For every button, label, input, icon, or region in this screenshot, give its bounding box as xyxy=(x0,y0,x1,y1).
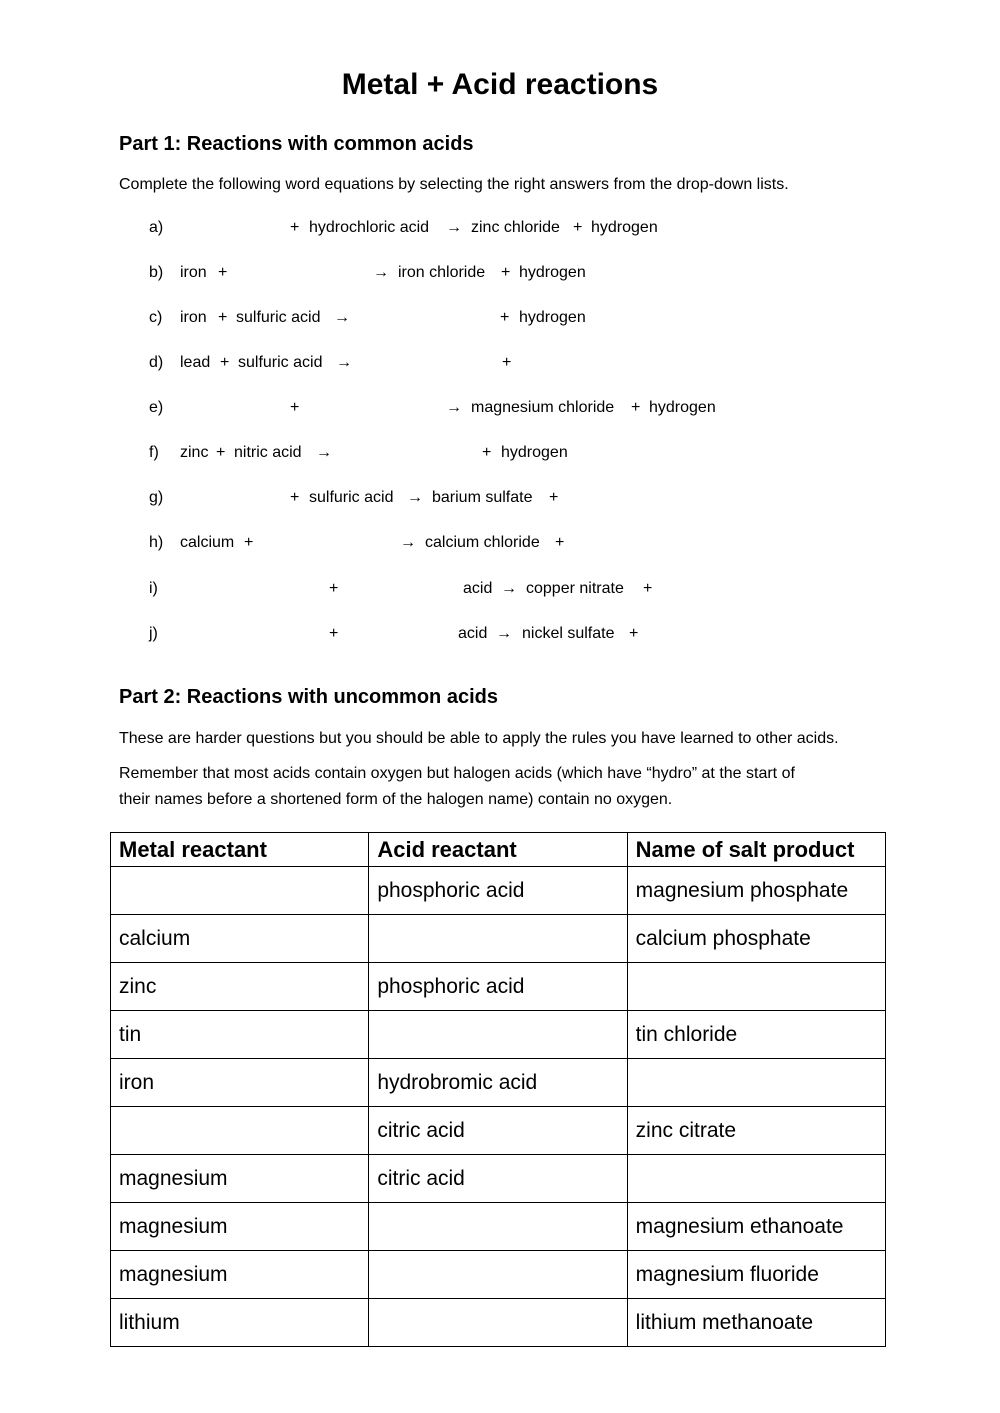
header-salt-product: Name of salt product xyxy=(627,833,885,867)
arrow-icon: → xyxy=(316,444,332,461)
salt-cell[interactable] xyxy=(627,963,885,1011)
plus-sign: + xyxy=(631,399,641,416)
part2-heading: Part 2: Reactions with uncommon acids xyxy=(119,686,498,708)
equation-h xyxy=(0,531,1000,555)
acid-cell[interactable] xyxy=(369,1203,627,1251)
equation-term: hydrogen xyxy=(519,309,586,326)
answer-dropdown[interactable] xyxy=(310,396,440,416)
equation-term: zinc xyxy=(180,444,209,461)
equation-label: c) xyxy=(149,309,163,326)
equation-term: hydrogen xyxy=(591,219,658,236)
metal-cell: tin xyxy=(111,1011,369,1059)
metal-cell: zinc xyxy=(111,963,369,1011)
table-row xyxy=(111,1251,886,1299)
answer-dropdown[interactable] xyxy=(570,486,700,506)
plus-sign: + xyxy=(290,219,300,236)
equation-term: sulfuric acid xyxy=(309,489,394,506)
table-row xyxy=(111,1299,886,1347)
salt-cell: tin chloride xyxy=(627,1011,885,1059)
equation-label: g) xyxy=(149,489,164,506)
plus-sign: + xyxy=(502,354,512,371)
plus-sign: + xyxy=(555,534,565,551)
arrow-icon: → xyxy=(496,625,512,642)
acid-cell[interactable] xyxy=(369,1251,627,1299)
plus-sign: + xyxy=(290,399,300,416)
arrow-icon: → xyxy=(446,399,462,416)
salt-cell: magnesium fluoride xyxy=(627,1251,885,1299)
equation-i xyxy=(0,577,1000,601)
plus-sign: + xyxy=(573,219,583,236)
equation-term: hydrochloric acid xyxy=(309,219,430,236)
equation-a xyxy=(0,216,1000,240)
plus-sign: + xyxy=(216,444,226,461)
acid-cell: phosphoric acid xyxy=(369,867,627,915)
table-row xyxy=(111,1011,886,1059)
arrow-icon: → xyxy=(334,309,350,326)
equation-term: acid xyxy=(458,625,488,642)
header-metal-reactant: Metal reactant xyxy=(111,833,369,867)
answer-dropdown[interactable] xyxy=(176,577,316,597)
equation-term: barium sulfate xyxy=(432,489,533,506)
equation-term: zinc chloride xyxy=(471,219,560,236)
plus-sign: + xyxy=(482,444,492,461)
equation-label: a) xyxy=(149,219,164,236)
table-row xyxy=(111,867,886,915)
table-row xyxy=(111,1155,886,1203)
plus-sign: + xyxy=(218,264,228,281)
page-title: Metal + Acid reactions xyxy=(341,68,659,101)
equation-term: lead xyxy=(180,354,211,371)
equation-term: hydrogen xyxy=(501,444,568,461)
equation-label: h) xyxy=(149,534,164,551)
acid-cell[interactable] xyxy=(369,1299,627,1347)
plus-sign: + xyxy=(218,309,228,326)
equation-term: nickel sulfate xyxy=(522,625,615,642)
answer-dropdown[interactable] xyxy=(522,351,652,371)
arrow-icon: → xyxy=(446,219,462,236)
salt-cell[interactable] xyxy=(627,1155,885,1203)
equation-term: hydrogen xyxy=(519,264,586,281)
answer-dropdown[interactable] xyxy=(176,216,286,236)
plus-sign: + xyxy=(220,354,230,371)
answer-dropdown[interactable] xyxy=(176,622,316,642)
metal-cell: calcium xyxy=(111,915,369,963)
answer-dropdown[interactable] xyxy=(350,577,455,597)
acid-cell: hydrobromic acid xyxy=(369,1059,627,1107)
salt-cell[interactable] xyxy=(627,1059,885,1107)
equation-label: j) xyxy=(149,625,158,642)
acid-cell: citric acid xyxy=(369,1155,627,1203)
answer-dropdown[interactable] xyxy=(176,486,286,506)
salt-cell: calcium phosphate xyxy=(627,915,885,963)
answer-dropdown[interactable] xyxy=(350,622,450,642)
acid-cell[interactable] xyxy=(369,1011,627,1059)
equation-label: e) xyxy=(149,399,164,416)
equation-label: f) xyxy=(149,444,159,461)
equation-d xyxy=(0,351,1000,375)
equation-term: sulfuric acid xyxy=(236,309,321,326)
metal-cell: lithium xyxy=(111,1299,369,1347)
salt-table xyxy=(110,832,886,1347)
plus-sign: + xyxy=(629,625,639,642)
equation-b xyxy=(0,261,1000,285)
equation-term: nitric acid xyxy=(234,444,302,461)
part2-intro: These are harder questions but you should be able to apply the rules you have learned to other acids. xyxy=(119,730,839,747)
answer-dropdown[interactable] xyxy=(576,531,706,551)
arrow-icon: → xyxy=(407,489,423,506)
equation-term: iron chloride xyxy=(398,264,486,281)
equation-term: iron xyxy=(180,309,207,326)
equation-c xyxy=(0,306,1000,330)
part1-instruction: Complete the following word equations by selecting the right answers from the drop-down lists. xyxy=(119,176,789,193)
plus-sign: + xyxy=(549,489,559,506)
table-row xyxy=(111,1107,886,1155)
acid-cell[interactable] xyxy=(369,915,627,963)
answer-dropdown[interactable] xyxy=(650,622,780,642)
equation-label: d) xyxy=(149,354,164,371)
arrow-icon: → xyxy=(400,534,416,551)
plus-sign: + xyxy=(244,534,254,551)
salt-cell: magnesium ethanoate xyxy=(627,1203,885,1251)
metal-cell: magnesium xyxy=(111,1155,369,1203)
equation-term: iron xyxy=(180,264,207,281)
table-row xyxy=(111,963,886,1011)
arrow-icon: → xyxy=(336,354,352,371)
salt-cell: lithium methanoate xyxy=(627,1299,885,1347)
table-header-row xyxy=(111,833,886,867)
equation-term: calcium xyxy=(180,534,235,551)
equation-e xyxy=(0,396,1000,420)
metal-cell: magnesium xyxy=(111,1251,369,1299)
salt-cell: magnesium phosphate xyxy=(627,867,885,915)
metal-cell[interactable] xyxy=(111,1107,369,1155)
equation-term: sulfuric acid xyxy=(238,354,323,371)
table-row xyxy=(111,1059,886,1107)
equation-term: hydrogen xyxy=(649,399,716,416)
metal-cell: magnesium xyxy=(111,1203,369,1251)
metal-cell: iron xyxy=(111,1059,369,1107)
equation-label: i) xyxy=(149,580,158,597)
plus-sign: + xyxy=(643,580,653,597)
equation-g xyxy=(0,486,1000,510)
equation-label: b) xyxy=(149,264,164,281)
plus-sign: + xyxy=(501,264,511,281)
part2-note-line2: their names before a shortened form of the halogen name) contain no oxygen. xyxy=(119,791,673,808)
equation-term: magnesium chloride xyxy=(471,399,615,416)
plus-sign: + xyxy=(329,625,339,642)
plus-sign: + xyxy=(290,489,300,506)
part1-heading: Part 1: Reactions with common acids xyxy=(119,133,474,155)
equation-j xyxy=(0,622,1000,646)
table-row xyxy=(111,1203,886,1251)
answer-dropdown[interactable] xyxy=(362,351,492,371)
arrow-icon: → xyxy=(373,264,389,281)
answer-dropdown[interactable] xyxy=(176,396,286,416)
table-row xyxy=(111,915,886,963)
equation-term: calcium chloride xyxy=(425,534,540,551)
part2-note-line1: Remember that most acids contain oxygen but halogen acids (which have “hydro” at the start of xyxy=(119,765,795,782)
equation-term: acid xyxy=(463,580,493,597)
equation-term: copper nitrate xyxy=(526,580,624,597)
equation-f xyxy=(0,441,1000,465)
acid-cell: citric acid xyxy=(369,1107,627,1155)
answer-dropdown[interactable] xyxy=(360,306,490,326)
salt-cell: zinc citrate xyxy=(627,1107,885,1155)
plus-sign: + xyxy=(329,580,339,597)
arrow-icon: → xyxy=(501,580,517,597)
acid-cell: phosphoric acid xyxy=(369,963,627,1011)
answer-dropdown[interactable] xyxy=(240,261,365,281)
answer-dropdown[interactable] xyxy=(342,441,472,461)
answer-dropdown[interactable] xyxy=(266,531,391,551)
plus-sign: + xyxy=(500,309,510,326)
answer-dropdown[interactable] xyxy=(664,577,794,597)
metal-cell[interactable] xyxy=(111,867,369,915)
header-acid-reactant: Acid reactant xyxy=(369,833,627,867)
